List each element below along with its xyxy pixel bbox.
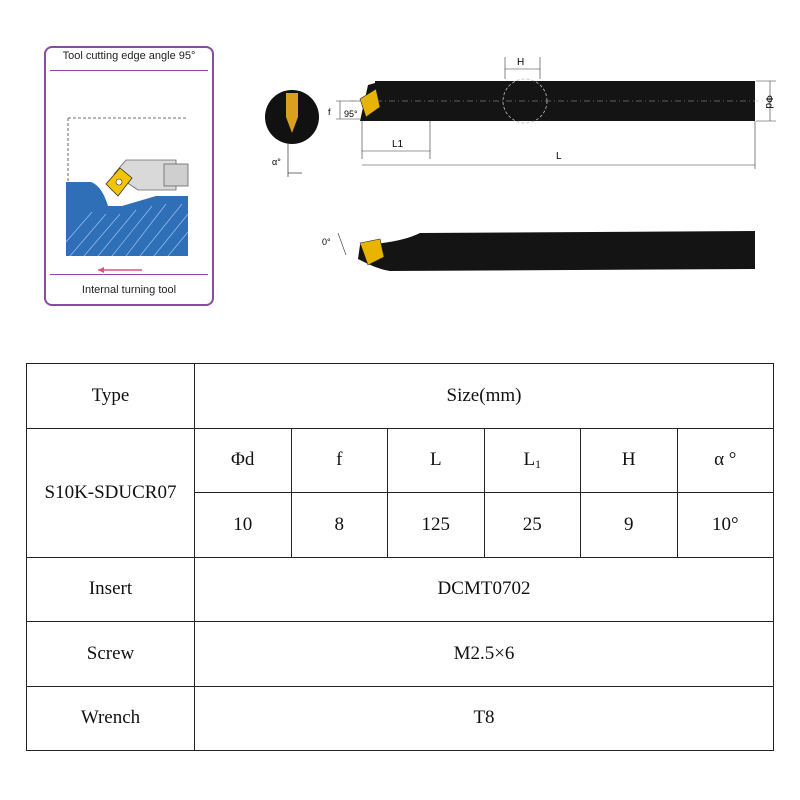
column-header xyxy=(484,428,581,493)
value-cell: 8 xyxy=(291,493,388,558)
table-row xyxy=(27,686,774,751)
column-label: f xyxy=(336,449,343,471)
value-cell: 10° xyxy=(677,493,774,558)
insert-label: Insert xyxy=(27,557,195,622)
column-subscript: 1 xyxy=(535,456,542,471)
l1-label: L1 xyxy=(392,139,404,150)
screw-label: Screw xyxy=(27,622,195,687)
column-label: α ° xyxy=(714,449,737,471)
feed-arrow-head xyxy=(98,267,104,273)
spec-table xyxy=(26,363,774,751)
screw-value: M2.5×6 xyxy=(195,622,774,687)
model-cell: S10K-SDUCR07 xyxy=(27,428,195,557)
value-cell: 9 xyxy=(581,493,678,558)
alpha-label: α° xyxy=(272,157,281,167)
cutting-angle-panel xyxy=(44,46,214,306)
internal-turning-illustration xyxy=(46,74,212,274)
size-header: Size(mm) xyxy=(195,364,774,429)
insert-value: DCMT0702 xyxy=(195,557,774,622)
angle-line xyxy=(338,233,346,255)
wrench-value: T8 xyxy=(195,686,774,751)
zero-deg-label: 0° xyxy=(322,237,331,247)
wrench-label: Wrench xyxy=(27,686,195,751)
tool-drawing-svg xyxy=(250,55,790,295)
value-cell: 25 xyxy=(484,493,581,558)
column-header xyxy=(195,428,292,493)
side-view-shank xyxy=(358,231,755,271)
tool-technical-drawing xyxy=(250,55,790,295)
angle-95-label: 95° xyxy=(344,109,358,119)
phi-d-label: Φd xyxy=(763,95,774,109)
f-label: f xyxy=(328,107,331,117)
type-header: Type xyxy=(27,364,195,429)
panel-title: Tool cutting edge angle 95° xyxy=(62,50,196,62)
column-label: Φd xyxy=(231,449,255,471)
tool-shank xyxy=(164,164,188,186)
value-cell: 10 xyxy=(195,493,292,558)
table-row xyxy=(27,622,774,687)
insert-screw-hole xyxy=(116,179,122,185)
column-header xyxy=(581,428,678,493)
table-row xyxy=(27,364,774,429)
column-label: L xyxy=(523,448,536,470)
column-label: H xyxy=(621,449,636,471)
table-row xyxy=(27,428,774,493)
column-label: L xyxy=(429,449,442,471)
panel-divider-top xyxy=(50,70,208,71)
column-header xyxy=(677,428,774,493)
l-label: L xyxy=(556,151,562,162)
table-row xyxy=(27,557,774,622)
column-header xyxy=(291,428,388,493)
panel-divider-bottom xyxy=(50,274,208,275)
panel-caption: Internal turning tool xyxy=(81,284,177,296)
column-header xyxy=(388,428,485,493)
h-label: H xyxy=(517,57,525,68)
value-cell: 125 xyxy=(388,493,485,558)
